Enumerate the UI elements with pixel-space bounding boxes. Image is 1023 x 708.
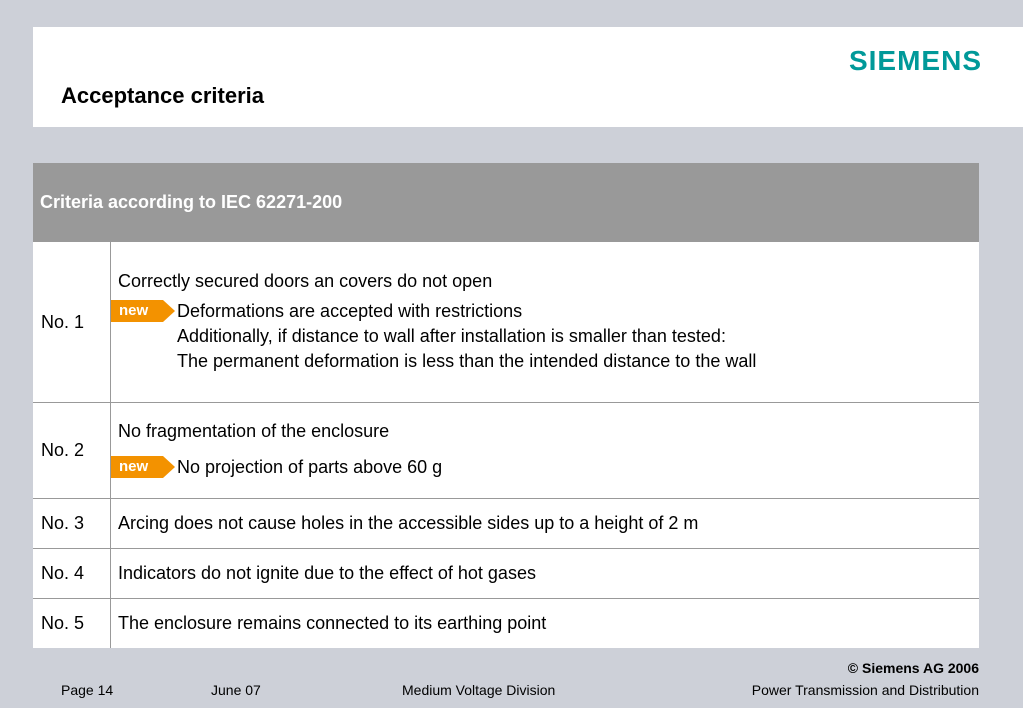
- row-number: No. 1: [33, 242, 111, 403]
- row-number: No. 3: [33, 499, 111, 549]
- criterion-subline: Additionally, if distance to wall after installation is smaller than tested:: [177, 325, 726, 346]
- new-badge-label: new: [119, 458, 149, 475]
- criterion-line: No fragmentation of the enclosure: [118, 421, 390, 441]
- footer-division: Medium Voltage Division: [402, 682, 556, 698]
- new-badge-label: new: [119, 301, 149, 319]
- page-title: Acceptance criteria: [61, 83, 264, 108]
- criterion-subline: The permanent deformation is less than the intended distance to the wall: [177, 350, 757, 371]
- table-row: [33, 599, 979, 649]
- row-number: No. 4: [33, 549, 111, 599]
- criterion-line: Indicators do not ignite due to the effect of hot gases: [111, 549, 980, 599]
- row-number: No. 5: [33, 599, 111, 649]
- new-badge-icon: [111, 456, 175, 478]
- row-text: [111, 403, 980, 499]
- footer-sector: Power Transmission and Distribution: [751, 682, 979, 698]
- new-criterion-line: [118, 454, 979, 480]
- table-row: [33, 549, 979, 599]
- criterion-line: Correctly secured doors an covers do not open: [118, 270, 493, 291]
- siemens-logo: SIEMENS: [848, 45, 982, 76]
- criterion-line: Arcing does not cause holes in the accessible sides up to a height of 2 m: [111, 499, 980, 549]
- criterion-line: No projection of parts above 60 g: [177, 457, 443, 477]
- new-criterion-line: [118, 298, 979, 324]
- table-row: [33, 499, 979, 549]
- copyright: © Siemens AG 2006: [847, 660, 979, 676]
- criterion-line: Deformations are accepted with restrictions: [177, 300, 523, 321]
- row-text: [111, 242, 980, 403]
- footer-page: Page 14: [61, 682, 114, 698]
- new-badge-icon: [111, 300, 175, 322]
- row-number: No. 2: [33, 403, 111, 499]
- criteria-table: [33, 163, 979, 648]
- table-row: [33, 403, 979, 499]
- table-row: [33, 242, 979, 403]
- slide-header: [33, 27, 1023, 127]
- table-heading: Criteria according to IEC 62271-200: [33, 163, 979, 242]
- criterion-line: The enclosure remains connected to its earthing point: [111, 599, 980, 649]
- footer-date: June 07: [211, 682, 261, 698]
